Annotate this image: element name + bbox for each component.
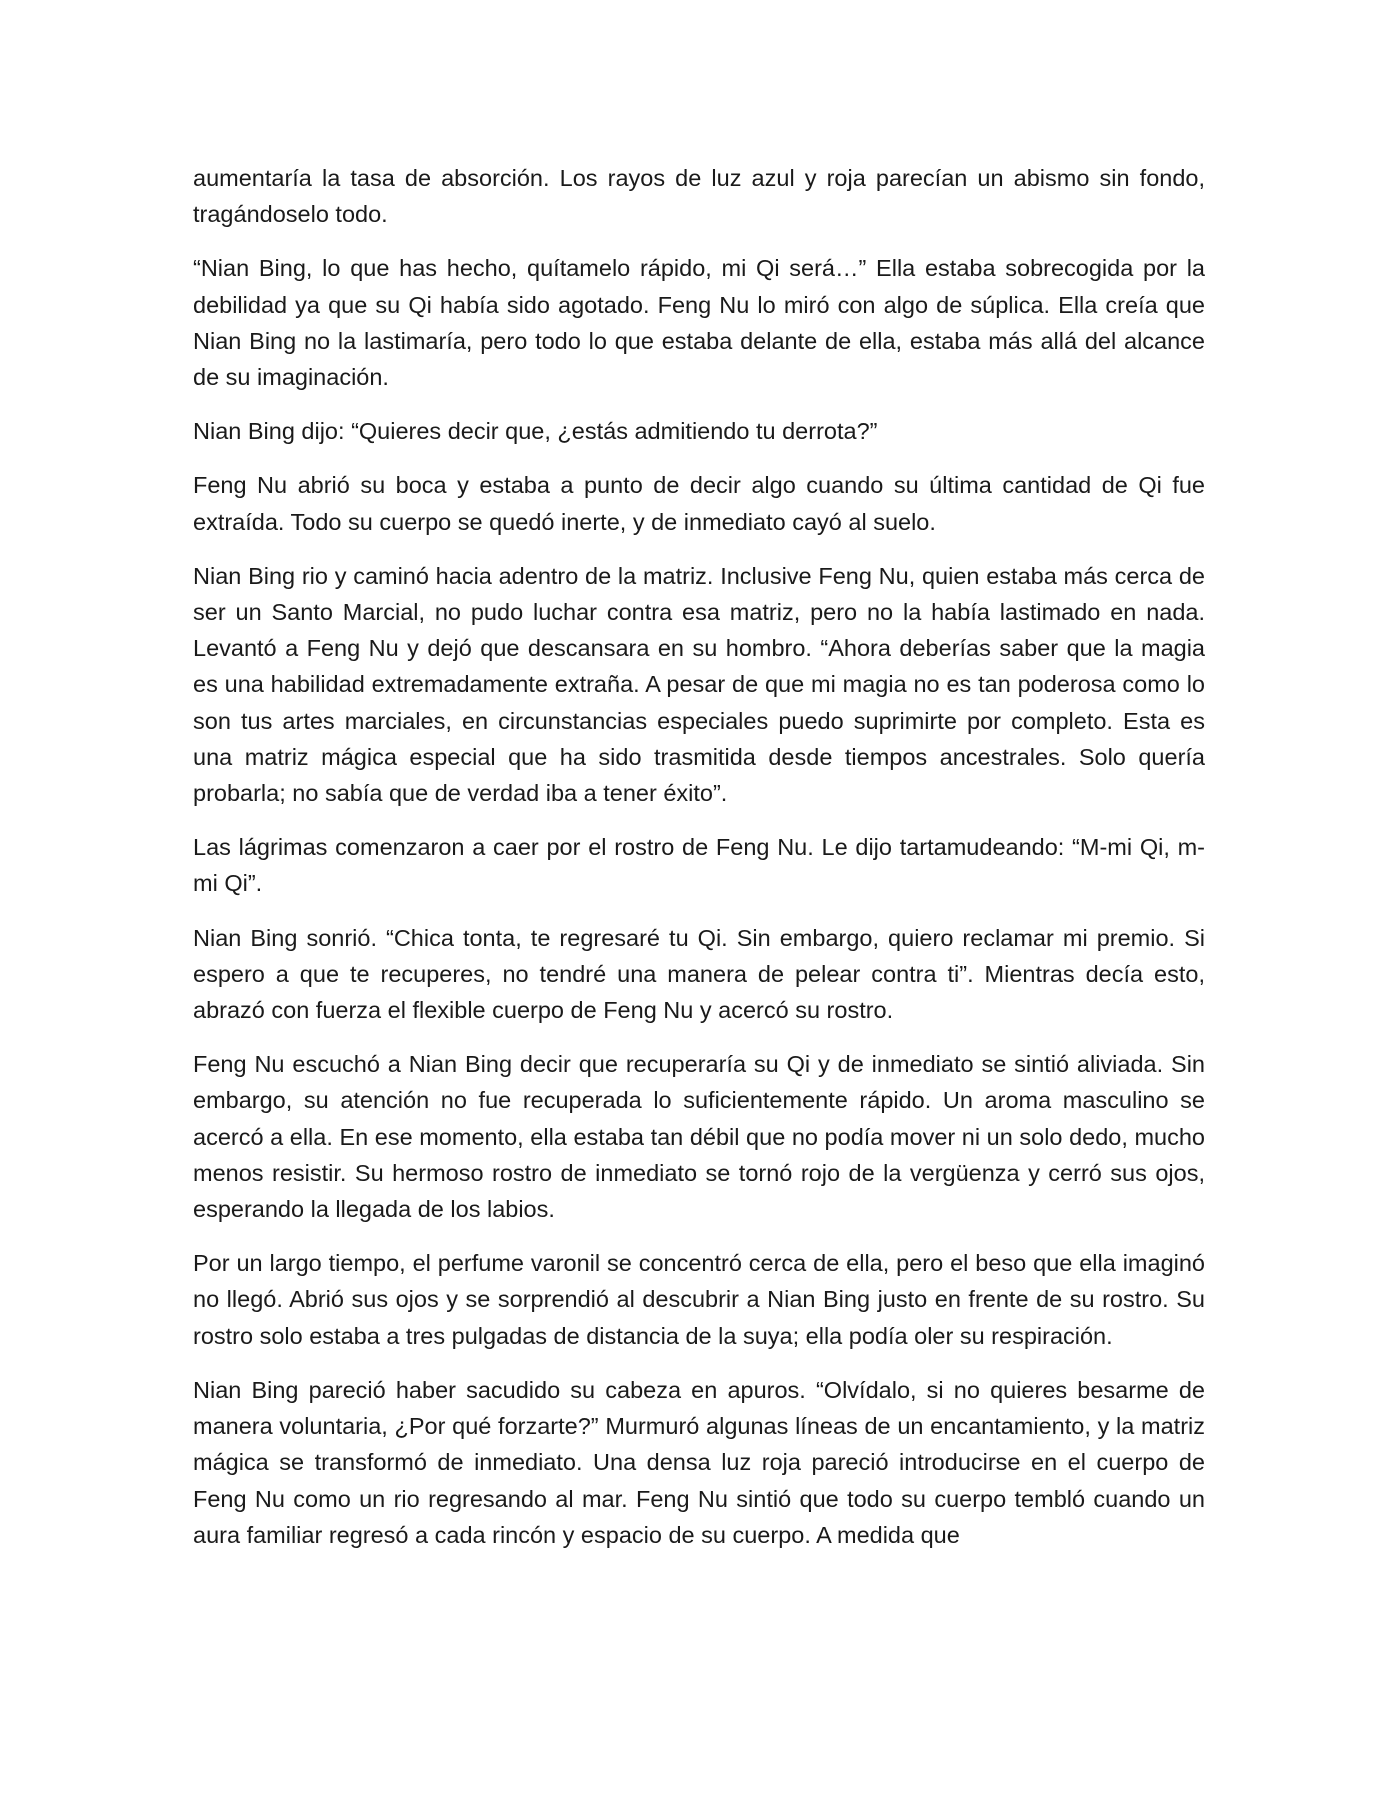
paragraph-6: Las lágrimas comenzaron a caer por el rostro de Feng Nu. Le dijo tartamudeando: “M-mi Qi, m-mi Qi”. [193, 834, 1205, 897]
paragraph-10: Nian Bing pareció haber sacudido su cabeza en apuros. “Olvídalo, si no quieres besarme de manera voluntaria, ¿Por qué forzarte?” Murmuró algunas líneas de un encantamiento, y la matriz mágica se transformó de inmediato. Una densa luz roja pareció introducirse en el cuerpo de Feng Nu como un rio regresando al mar. Feng Nu sintió que todo su cuerpo tembló cuando un aura familiar regresó a cada rincón y espacio de su cuerpo. A medida que [193, 1376, 1205, 1548]
document-page [193, 160, 1205, 1553]
paragraph-9: Por un largo tiempo, el perfume varonil se concentró cerca de ella, pero el beso que ella imaginó no llegó. Abrió sus ojos y se sorprendió al descubrir a Nian Bing justo en frente de su rostro. Su rostro solo estaba a tres pulgadas de distancia de la suya; ella podía oler su respiración. [193, 1250, 1205, 1349]
paragraph-3: Nian Bing dijo: “Quieres decir que, ¿estás admitiendo tu derrota?” [193, 418, 878, 445]
paragraph-2: “Nian Bing, lo que has hecho, quítamelo rápido, mi Qi será…” Ella estaba sobrecogida por la debilidad ya que su Qi había sido agotado. Feng Nu lo miró con algo de súplica. Ella creía que Nian Bing no la lastimaría, pero todo lo que estaba delante de ella, estaba más allá del alcance de su imaginación. [193, 255, 1205, 391]
paragraph-5: Nian Bing rio y caminó hacia adentro de la matriz. Inclusive Feng Nu, quien estaba más cerca de ser un Santo Marcial, no pudo luchar contra esa matriz, pero no la había lastimado en nada. Levantó a Feng Nu y dejó que descansara en su hombro. “Ahora deberías saber que la magia es una habilidad extremadamente extraña. A pesar de que mi magia no es tan poderosa como lo son tus artes marciales, en circunstancias especiales puedo suprimirte por completo. Esta es una matriz mágica especial que ha sido trasmitida desde tiempos ancestrales. Solo quería probarla; no sabía que de verdad iba a tener éxito”. [193, 562, 1205, 807]
paragraph-1: aumentaría la tasa de absorción. Los rayos de luz azul y roja parecían un abismo sin fondo, tragándoselo todo. [193, 165, 1205, 228]
paragraph-8: Feng Nu escuchó a Nian Bing decir que recuperaría su Qi y de inmediato se sintió aliviada. Sin embargo, su atención no fue recuperada lo suficientemente rápido. Un aroma masculino se acercó a ella. En ese momento, ella estaba tan débil que no podía mover ni un solo dedo, mucho menos resistir. Su hermoso rostro de inmediato se tornó rojo de la vergüenza y cerró sus ojos, esperando la llegada de los labios. [193, 1051, 1205, 1223]
paragraph-7: Nian Bing sonrió. “Chica tonta, te regresaré tu Qi. Sin embargo, quiero reclamar mi premio. Si espero a que te recuperes, no tendré una manera de pelear contra ti”. Mientras decía esto, abrazó con fuerza el flexible cuerpo de Feng Nu y acercó su rostro. [193, 924, 1205, 1024]
paragraph-4: Feng Nu abrió su boca y estaba a punto de decir algo cuando su última cantidad de Qi fue extraída. Todo su cuerpo se quedó inerte, y de inmediato cayó al suelo. [193, 472, 1205, 535]
